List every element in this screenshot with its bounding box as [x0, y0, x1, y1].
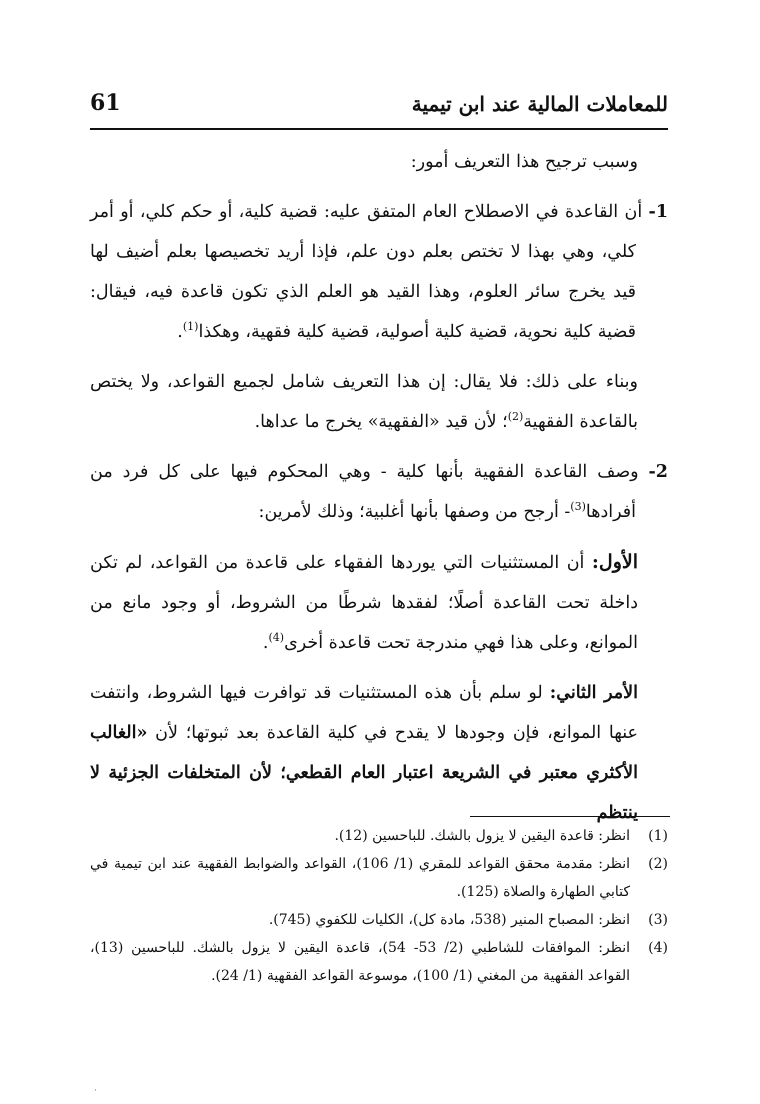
point-two — [90, 452, 668, 532]
point-two-text-b: - أرجح من وصفها بأنها أغلبية؛ وذلك لأمرين: — [258, 502, 571, 522]
header-title: للمعاملات المالية عند ابن تيمية — [411, 92, 668, 116]
point-one-text: أن القاعدة في الاصطلاح العام المتفق عليه: قضية كلية، أو حكم كلي، أو أمر كلي، وهي بهذا لا تختص بعلم دون علم، فإذا أريد تخصيصها بعلم أضيف لها قيد يخرج سائر العلوم، وهذا القيد هو العلم الذي تكون قاعدة فيه، فيقال: قضية كلية نحوية، قضية كلية أصولية، قضية كلية فقهية، وهكذا — [90, 202, 643, 342]
second-text: لو سلم بأن هذه المستثنيات قد توافرت فيها الشروط، وانتفت عنها الموانع، فإن وجودها لا يقدح في كلية القاعدة بعد ثبوتها؛ لأن — [90, 683, 638, 743]
footnote-ref-4[interactable]: (4) — [268, 631, 285, 645]
footnote-ref-3[interactable]: (3) — [570, 500, 586, 514]
footnote-number: (3) — [648, 912, 668, 928]
footnote-separator — [470, 816, 670, 817]
footnote-text: انظر: مقدمة محقق القواعد للمقري (1/ 106)، القواعد والضوابط الفقهية عند ابن تيمية في كتابي الطهارة والصلاة (125). — [90, 856, 630, 900]
footnote-number: (4) — [648, 940, 668, 956]
footnote-item — [90, 822, 668, 850]
footnote-ref-1[interactable]: (1) — [182, 320, 199, 334]
consequence-paragraph — [90, 362, 668, 442]
consequence-text-b: ؛ لأن قيد «الفقهية» يخرج ما عداها. — [254, 412, 508, 432]
footnote-text: انظر: المصباح المنير (538، مادة كل)، الكليات للكفوي (745). — [268, 912, 630, 928]
footnote-text: انظر: قاعدة اليقين لا يزول بالشك. للباحسين (12). — [334, 828, 630, 844]
second-bold-quote: «الغالب الأكثري معتبر في الشريعة اعتبار العام القطعي؛ لأن المتخلفات الجزئية لا ينتظم — [90, 723, 638, 823]
footnote-number: (2) — [648, 856, 668, 872]
footnote-ref-2[interactable]: (2) — [507, 410, 524, 424]
scan-speck: · — [94, 1086, 97, 1096]
footnotes — [90, 822, 668, 990]
point-two-number: 2- — [648, 462, 668, 482]
main-text — [90, 142, 668, 843]
intro-line: وسبب ترجيح هذا التعريف أمور: — [410, 152, 638, 172]
footnote-number: (1) — [648, 828, 668, 844]
point-one-end: . — [177, 322, 183, 342]
footnote-item — [90, 934, 668, 990]
page-number: 61 — [90, 90, 121, 116]
second-reason — [90, 673, 668, 833]
consequence-text-a: وبناء على ذلك: فلا يقال: إن هذا التعريف شامل لجميع القواعد، ولا يختص بالقاعدة الفقهية — [90, 372, 638, 432]
running-header — [90, 88, 668, 130]
footnote-item — [90, 850, 668, 906]
first-label: الأول: — [591, 551, 638, 573]
footnote-text: انظر: الموافقات للشاطبي (2/ 53- 54)، قاعدة اليقين لا يزول بالشك. للباحسين (13)، القواعد الفقهية من المغني (1/ 100)، موسوعة القواعد الفقهية (1/ 24). — [90, 940, 631, 984]
first-reason — [90, 542, 668, 663]
first-end: . — [262, 633, 269, 653]
point-one-number: 1- — [648, 202, 668, 222]
second-label: الأمر الثاني: — [549, 683, 638, 703]
footnote-item — [90, 906, 668, 934]
point-one — [90, 192, 668, 352]
point-two-text-a: وصف القاعدة الفقهية بأنها كلية - وهي المحكوم فيها على كل فرد من أفرادها — [90, 462, 639, 522]
first-text: أن المستثنيات التي يوردها الفقهاء على قاعدة من القواعد، لم تكن داخلة تحت القاعدة أصلًا؛ لفقدها شرطًا من الشروط، أو وجود مانع من الموانع، وعلى هذا فهي مندرجة تحت قاعدة أخرى — [90, 553, 638, 653]
